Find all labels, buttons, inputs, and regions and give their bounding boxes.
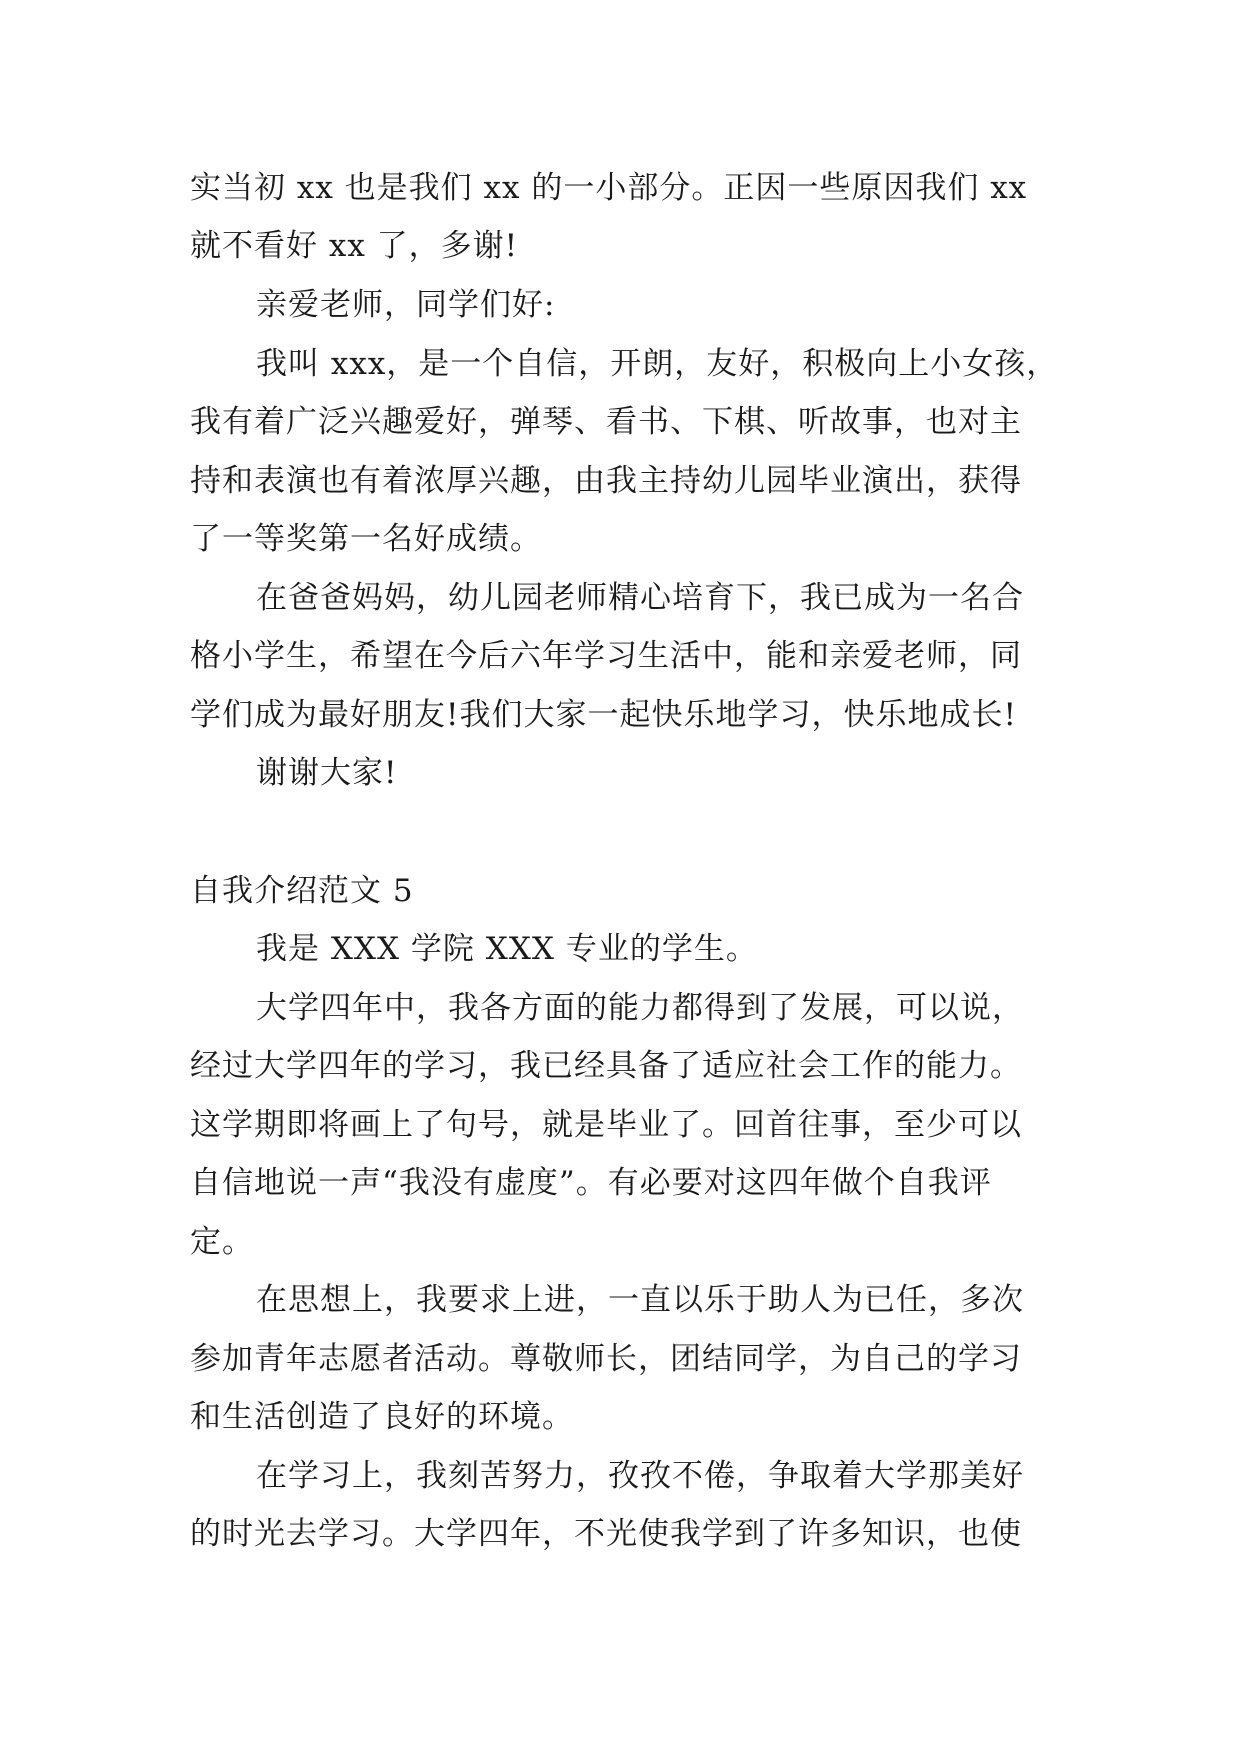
text-line: 这学期即将画上了句号，就是毕业了。回首往事，至少可以 [190, 1107, 1022, 1143]
text-line: 经过大学四年的学习，我已经具备了适应社会工作的能力。 [190, 1048, 1022, 1084]
text-line: 在爸爸妈妈，幼儿园老师精心培育下，我已成为一名合 [256, 580, 1024, 616]
thanks-line: 谢谢大家! [256, 755, 398, 791]
text-line: 我是 XXX 学院 XXX 专业的学生。 [256, 931, 758, 967]
text-line: 了一等奖第一名好成绩。 [190, 521, 542, 557]
text-line: 我叫 xxx，是一个自信，开朗，友好，积极向上小女孩， [256, 346, 1059, 382]
text-line: 大学四年中，我各方面的能力都得到了发展，可以说， [256, 990, 1024, 1026]
text-line: 持和表演也有着浓厚兴趣，由我主持幼儿园毕业演出，获得 [190, 463, 1022, 499]
text-line: 参加青年志愿者活动。尊敬师长，团结同学，为自己的学习 [190, 1341, 1022, 1377]
text-line: 学们成为最好朋友!我们大家一起快乐地学习，快乐地成长! [190, 697, 1017, 733]
text-line: 定。 [190, 1224, 254, 1260]
text-line: 格小学生，希望在今后六年学习生活中，能和亲爱老师，同 [190, 638, 1022, 674]
greeting-line: 亲爱老师，同学们好: [256, 287, 556, 323]
text-line: 在学习上，我刻苦努力，孜孜不倦，争取着大学那美好 [256, 1458, 1024, 1494]
section-heading: 自我介绍范文 5 [190, 873, 414, 909]
text-line: 自信地说一声“我没有虚度”。有必要对这四年做个自我评 [190, 1165, 992, 1201]
text-line: 和生活创造了良好的环境。 [190, 1399, 574, 1435]
text-line: 在思想上，我要求上进，一直以乐于助人为已任，多次 [256, 1282, 1024, 1318]
text-line: 的时光去学习。大学四年，不光使我学到了许多知识，也使 [190, 1516, 1022, 1552]
text-line: 就不看好 xx 了，多谢! [190, 228, 519, 264]
text-line: 实当初 xx 也是我们 xx 的一小部分。正因一些原因我们 xx [190, 170, 1028, 206]
text-line: 我有着广泛兴趣爱好，弹琴、看书、下棋、听故事，也对主 [190, 404, 1022, 440]
